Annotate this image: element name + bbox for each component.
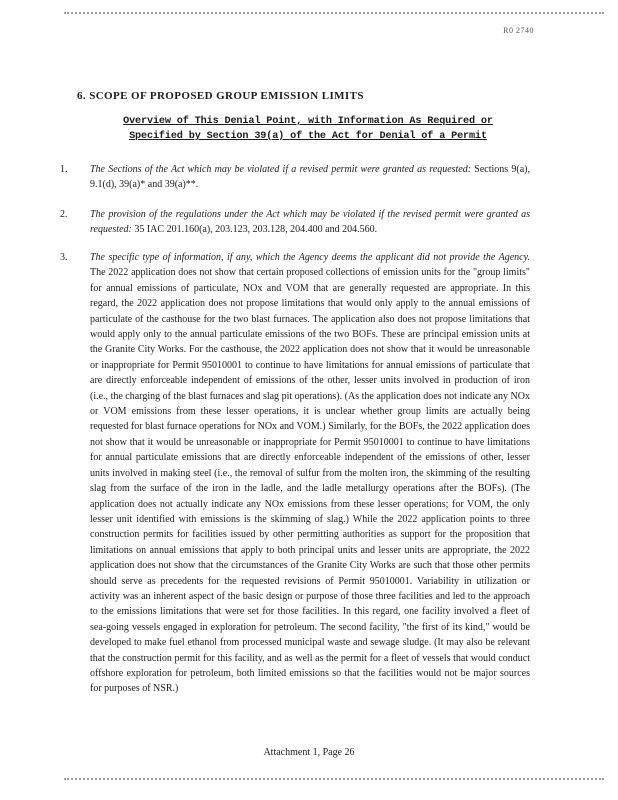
list-item-2 xyxy=(60,207,530,238)
list-item-number: 3. xyxy=(60,252,68,263)
list-item-3 xyxy=(60,250,530,697)
bottom-scan-border xyxy=(64,778,604,780)
document-id: R0 2740 xyxy=(503,26,534,35)
overview-heading xyxy=(88,114,528,144)
list-item-1 xyxy=(60,162,530,193)
list-item-lead: The Sections of the Act which may be violated if a revised permit were granted as requested: xyxy=(90,164,472,175)
list-item-text: The 2022 application does not show that certain proposed collections of emission units for the "group limits" for annual emissions of particulate, NOx and VOM that are generally requested are appropriate. In this regard, the 2022 application does not propose limitations that would only apply to the annual emissions of particulate of the casthouse for the two blast furnaces. The application also does not propose limitations that would apply only to the annual particulate emissions of the two BOFs. These are principal emission units at the Granite City Works. For the casthouse, the 2022 application does not show that it would be unreasonable or inappropriate for Permit 95010001 to continue to have limitations for annual emissions of particulate that are directly enforceable independent of emissions of the other, lesser units involved in production of iron (i.e., the charging of the blast furnaces and slag pit operations). (As the application does not indicate any NOx or VOM emissions from these lesser operations, it is unclear whether group limits are actually being requested for blast furnace operations for NOx and VOM.) Similarly, for the BOFs, the 2022 application does not show that it would be unreasonable or inappropriate for Permit 95010001 to continue to have limitations for annual particulate emissions that are directly enforceable independent of the emissions of other, lesser units involved in making steel (i.e., the removal of sulfur from the molten iron, the skimming of the resulting slag from the surface of the iron in the ladle, and the ladle metallurgy operations after the BOFs). (The application does not actually indicate any NOx emissions from these lesser operations; for VOM, the only lesser unit identified with emissions is the skimming of slag.) While the 2022 application points to three construction permits for facilities issued by other permitting authorities as support for the proposition that limitations on annual emissions that apply to both principal units and lesser units are appropriate, the 2022 application does not show that the circumstances of the Granite City Works are such that those other permits should serve as precedents for the requested revisions of Permit 95010001. Variability in utilization or activity was an inherent aspect of the basic design or purpose of those three facilities and led to the approach to the emissions limitations that were set for those facilities. In this regard, one facility involved a fleet of sea-going vessels engaged in exploration for petroleum. The second facility, "the first of its kind," would be developed to make fuel ethanol from processed municipal waste and sewage sludge. (It may also be relevant that the construction permit for this facility, and as well as the permit for a fleet of vessels that would conduct offshore exploration for petroleum, both limited emissions so that the facilities would not be major sources for purposes of NSR.) xyxy=(90,267,530,695)
top-scan-border xyxy=(64,12,604,14)
list-item-body xyxy=(90,250,530,697)
section-title: 6. SCOPE OF PROPOSED GROUP EMISSION LIMITS xyxy=(77,90,364,102)
overview-line-2: Specified by Section 39(a) of the Act for Denial of a Permit xyxy=(129,131,487,142)
list-item-number: 1. xyxy=(60,164,68,175)
list-item-text: 35 IAC 201.160(a), 203.123, 203.128, 204.400 and 204.560. xyxy=(134,224,378,236)
list-item-lead: The provision of the regulations under the Act which may be violated if the revised permit were granted as requested: xyxy=(90,209,530,236)
list-item-text: Sections 9(a), 9.1(d), 39(a)* and 39(a)**. xyxy=(90,164,530,191)
list-item-number: 2. xyxy=(60,209,68,220)
overview-line-1: Overview of This Denial Point, with Information As Required or xyxy=(123,116,493,127)
list-item-lead: The specific type of information, if any, which the Agency deems the applicant did not provide the Agency. xyxy=(90,252,530,263)
list-item-body xyxy=(90,207,530,238)
page-footer: Attachment 1, Page 26 xyxy=(263,747,355,758)
list-item-body xyxy=(90,162,530,193)
